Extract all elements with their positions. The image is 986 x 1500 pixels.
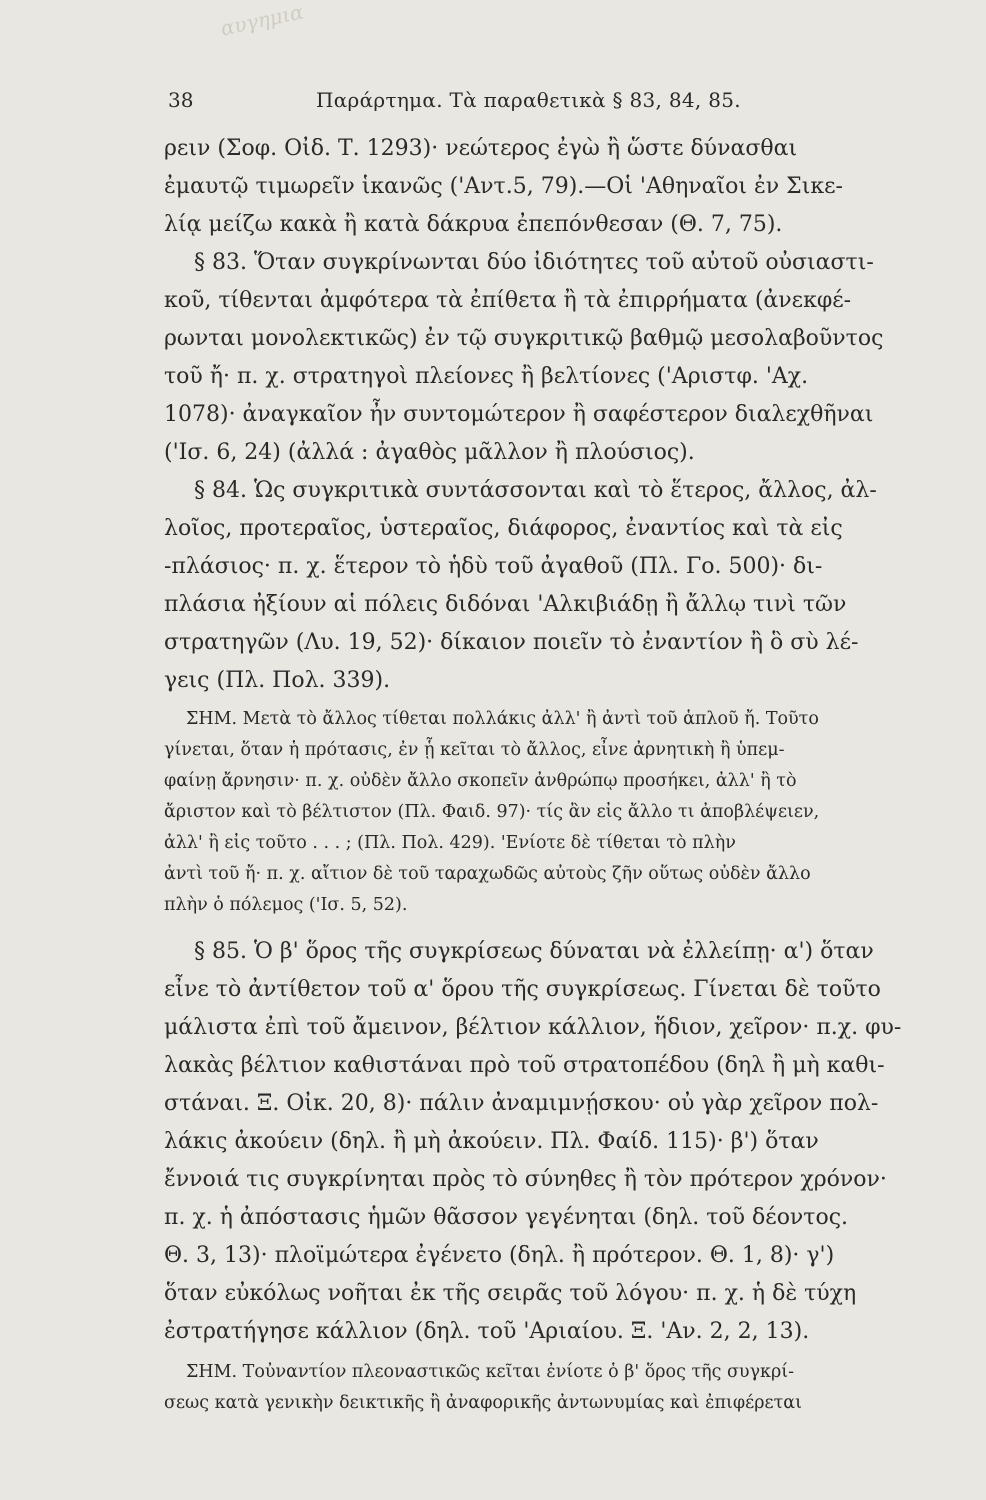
text-line: -πλάσιος· π. χ. ἕτερον τὸ ἡδὺ τοῦ ἀγαθοῦ (Πλ. Γο. 500)· δι- [164,554,823,579]
note-line: γίνεται, ὅταν ἡ πρότασις, ἐν ᾗ κεῖται τὸ ἄλλος, εἶνε ἀρνητικὴ ἢ ὑπεμ- [164,740,785,760]
note-line: ΣΗΜ. Τοὐναντίον πλεοναστικῶς κεῖται ἐνίοτε ὁ β' ὅρος τῆς συγκρί- [186,1362,795,1382]
section-83-heading-line: § 83. Ὅταν συγκρίνωνται δύο ἰδιότητες τοῦ αὐτοῦ οὐσιαστι- [194,250,874,275]
text-line: πλάσια ἠξίουν αἱ πόλεις διδόναι 'Αλκιβιάδῃ ἢ ἄλλῳ τινὶ τῶν [164,592,847,617]
text-line: ἔννοιά τις συγκρίνηται πρὸς τὸ σύνηθες ἢ τὸν πρότερον χρόνον· [164,1167,887,1192]
note-block [164,704,926,921]
text-line: κοῦ, τίθενται ἀμφότερα τὰ ἐπίθετα ἢ τὰ ἐπιρρήματα (ἀνεκφέ- [164,288,852,313]
note-line: ἀλλ' ἢ εἰς τοῦτο . . . ; (Πλ. Πολ. 429). 'Ενίοτε δὲ τίθεται τὸ πλὴν [164,833,736,853]
text-line: μάλιστα ἐπὶ τοῦ ἄμεινον, βέλτιον κάλλιον, ἥδιον, χεῖρον· π.χ. φυ- [164,1015,902,1040]
text-line: Θ. 3, 13)· πλοϊμώτερα ἐγένετο (δηλ. ἢ πρότερον. Θ. 1, 8)· γ') [164,1243,835,1268]
note-line: ἄριστον καὶ τὸ βέλτιστον (Πλ. Φαιδ. 97)· τίς ἂν εἰς ἄλλο τι ἀποβλέψειεν, [164,802,820,822]
text-line: 1078)· ἀναγκαῖον ἦν συντομώτερον ἢ σαφέστερον διαλεχθῆναι [164,402,874,427]
text-line: στάναι. Ξ. Οἰκ. 20, 8)· πάλιν ἀναμιμνῄσκου· οὐ γὰρ χεῖρον πολ- [164,1091,879,1116]
text-line: ὅταν εὐκόλως νοῆται ἐκ τῆς σειρᾶς τοῦ λόγου· π. χ. ἡ δὲ τύχη [164,1281,857,1306]
note-block [164,1357,926,1419]
running-title: Παράρτημα. Τὰ παραθετικὰ § 83, 84, 85. [316,88,741,112]
note-line: πλὴν ὁ πόλεμος ('Ισ. 5, 52). [164,895,408,915]
note-line: ἀντὶ τοῦ ἤ· π. χ. αἴτιον δὲ τοῦ ταραχωδῶς αὐτοὺς ζῆν οὕτως οὐδὲν ἄλλο [164,864,811,884]
note-line: ΣΗΜ. Μετὰ τὸ ἄλλος τίθεται πολλάκις ἀλλ' ἢ ἀντὶ τοῦ ἁπλοῦ ἤ. Τοῦτο [186,709,819,729]
text-line: στρατηγῶν (Λυ. 19, 52)· δίκαιον ποιεῖν τὸ ἐναντίον ἢ ὃ σὺ λέ- [164,630,859,655]
section-84-heading-line: § 84. Ὡς συγκριτικὰ συντάσσονται καὶ τὸ ἕτερος, ἄλλος, ἀλ- [194,478,877,503]
body-text [164,130,926,1419]
text-line: ἐστρατήγησε κάλλιον (δηλ. τοῦ 'Αριαίου. Ξ. 'Αν. 2, 2, 13). [164,1319,810,1344]
note-line: σεως κατὰ γενικὴν δεικτικῆς ἢ ἀναφορικῆς ἀντωνυμίας καὶ ἐπιφέρεται [164,1393,802,1413]
page-number: 38 [168,88,194,112]
text-line: εἶνε τὸ ἀντίθετον τοῦ α' ὅρου τῆς συγκρίσεως. Γίνεται δὲ τοῦτο [164,977,881,1002]
text-line: λοῖος, προτεραῖος, ὑστεραῖος, διάφορος, ἐναντίος καὶ τὰ εἰς [164,516,843,541]
text-line: λάκις ἀκούειν (δηλ. ἢ μὴ ἀκούειν. Πλ. Φαίδ. 115)· β') ὅταν [164,1129,819,1154]
spacer [164,921,926,933]
text-line: γεις (Πλ. Πολ. 339). [164,668,391,693]
text-line: ρειν (Σοφ. Οἰδ. Τ. 1293)· νεώτερος ἐγὼ ἢ ὥστε δύνασθαι [164,136,798,161]
note-line: φαίνῃ ἄρνησιν· π. χ. οὐδὲν ἄλλο σκοπεῖν ἀνθρώπῳ προσήκει, ἀλλ' ἢ τὸ [164,771,797,791]
text-line: λακὰς βέλτιον καθιστάναι πρὸ τοῦ στρατοπέδου (δηλ ἢ μὴ καθι- [164,1053,885,1078]
text-line: ρωνται μονολεκτικῶς) ἐν τῷ συγκριτικῷ βαθμῷ μεσολαβοῦντος [164,326,884,351]
text-line: ἐμαυτῷ τιμωρεῖν ἱκανῶς ('Αντ.5, 79).—Οἱ 'Αθηναῖοι ἐν Σικε- [164,174,843,199]
text-line: τοῦ ἤ· π. χ. στρατηγοὶ πλείονες ἢ βελτίονες ('Αριστφ. 'Αχ. [164,364,809,389]
text-line: π. χ. ἡ ἀπόστασις ἡμῶν θᾶσσον γεγένηται (δηλ. τοῦ δέοντος. [164,1205,849,1230]
text-line: λίᾳ μείζω κακὰ ἢ κατὰ δάκρυα ἐπεπόνθεσαν (Θ. 7, 75). [164,212,783,237]
page-header [168,88,928,124]
text-line: ('Ισ. 6, 24) (ἀλλά : ἀγαθὸς μᾶλλον ἢ πλούσιος). [164,440,695,465]
pencil-annotation: αυγημια [218,0,306,41]
section-85-heading-line: § 85. Ὁ β' ὅρος τῆς συγκρίσεως δύναται νὰ ἐλλείπῃ· α') ὅταν [194,939,874,964]
